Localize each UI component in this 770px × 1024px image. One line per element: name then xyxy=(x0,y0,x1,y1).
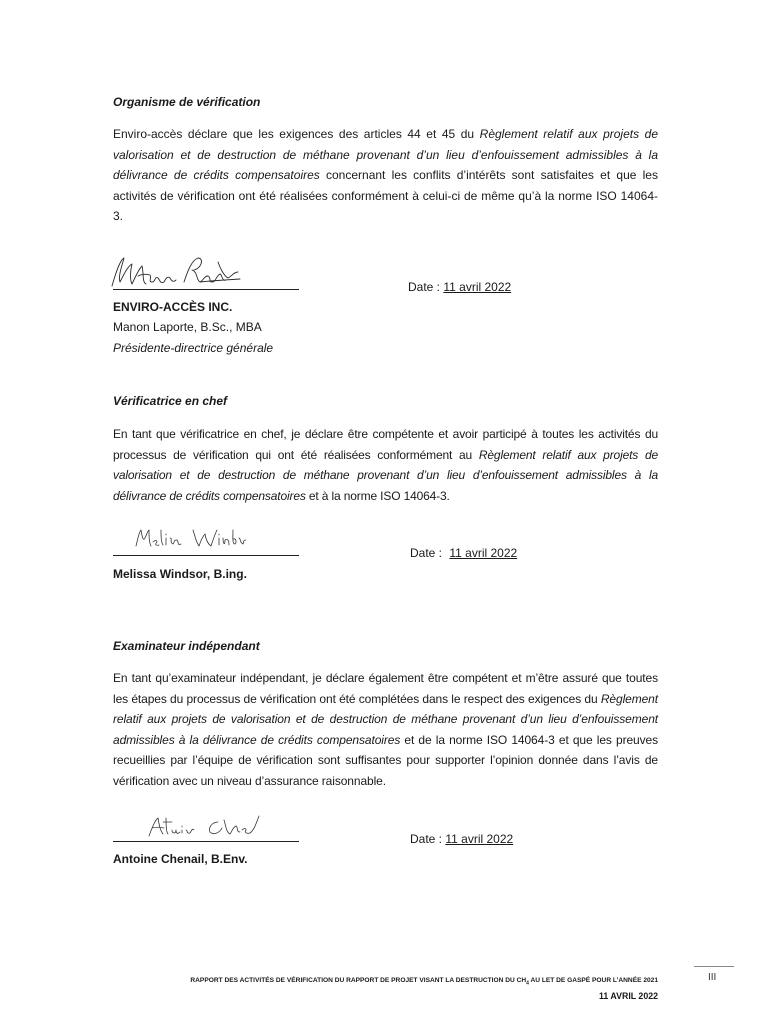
org-para-text-2: concernant les conflits d’intérêts sont satisfaites et que les activités de vérification ont été réalisées conformément à celui-ci de même qu’à la norme ISO 14064-3. xyxy=(113,168,658,224)
chief-date-value: 11 avril 2022 xyxy=(449,546,518,560)
footer-date: 11 AVRIL 2022 xyxy=(598,991,658,1002)
org-date-value: 11 avril 2022 xyxy=(443,280,512,294)
org-signer-title: Présidente-directrice générale xyxy=(113,341,274,355)
chief-para-text-2: et à la norme ISO 14064-3. xyxy=(305,488,450,503)
indep-para-text-2: et de la norme ISO 14064-3 et que les preuves recueillies par l’équipe de vérification sont suffisantes pour supporter l’opinion donnée dans l’avis de vérification avec un niveau d’assurance raisonnable. xyxy=(113,732,658,788)
page-number-rule xyxy=(694,966,734,967)
chief-date-label: Date : xyxy=(410,546,446,560)
org-date xyxy=(408,280,511,294)
org-para-regulation: Règlement relatif aux projets de valorisation et de destruction de méthane provenant d’un lieu d’enfouissement admissibles à la délivrance de crédits compensatoires xyxy=(113,127,658,183)
indep-signature-line xyxy=(113,841,299,842)
org-heading: Organisme de vérification xyxy=(113,95,261,109)
page-footer xyxy=(190,977,658,1001)
footer-report-subscript: 4 xyxy=(526,980,529,987)
indep-date xyxy=(410,832,513,846)
chief-date xyxy=(410,546,517,560)
footer-report-title-b: AU LET DE GASPÉ POUR L’ANNÉE 2021 xyxy=(528,977,658,984)
org-paragraph xyxy=(113,124,658,227)
chief-signature-line xyxy=(113,555,299,556)
indep-date-value: 11 avril 2022 xyxy=(445,832,514,846)
indep-signer-name: Antoine Chenail, B.Env. xyxy=(113,852,248,866)
indep-heading: Examinateur indépendant xyxy=(113,639,260,653)
org-signature-line xyxy=(113,289,299,290)
org-signer-name: Manon Laporte, B.Sc., MBA xyxy=(113,320,262,334)
org-para-text-1: Enviro-accès déclare que les exigences des articles 44 et 45 du xyxy=(113,127,480,141)
footer-report-title xyxy=(190,977,658,986)
footer-report-title-a: RAPPORT DES ACTIVITÉS DE VÉRIFICATION DU RAPPORT DE PROJET VISANT LA DESTRUCTION DU CH xyxy=(190,977,527,984)
indep-section xyxy=(113,639,658,653)
page-number: III xyxy=(708,972,717,983)
org-section xyxy=(113,95,658,109)
org-signature-image xyxy=(108,252,248,290)
chief-heading: Vérificatrice en chef xyxy=(113,394,228,408)
chief-paragraph xyxy=(113,424,658,506)
org-company-name: ENVIRO-ACCÈS INC. xyxy=(113,300,233,314)
org-date-label: Date : xyxy=(408,280,444,294)
chief-section xyxy=(113,394,658,408)
indep-paragraph xyxy=(113,668,658,792)
chief-signature-image xyxy=(133,524,248,550)
indep-para-regulation: Règlement relatif aux projets de valorisation et de destruction de méthane provenant d’un lieu d’enfouissement admissibles à la délivrance de crédits compensatoires xyxy=(113,691,658,747)
chief-signer-name: Melissa Windsor, B.ing. xyxy=(113,567,247,581)
indep-date-label: Date : xyxy=(410,832,446,846)
indep-para-text-1: En tant qu’examinateur indépendant, je déclare également être compétent et m’être assuré que toutes les étapes du processus de vérification ont été complétées dans le respect des exigences du xyxy=(113,671,658,706)
indep-signature-image xyxy=(146,812,261,840)
chief-para-regulation: Règlement relatif aux projets de valorisation et de destruction de méthane provenant d’un lieu d’enfouissement admissibles à la délivrance de crédits compensatoires xyxy=(113,447,658,503)
chief-para-text-1: En tant que vérificatrice en chef, je déclare être compétente et avoir participé à toutes les activités du processus de vérification qui ont été réalisées conformément au xyxy=(113,427,658,462)
